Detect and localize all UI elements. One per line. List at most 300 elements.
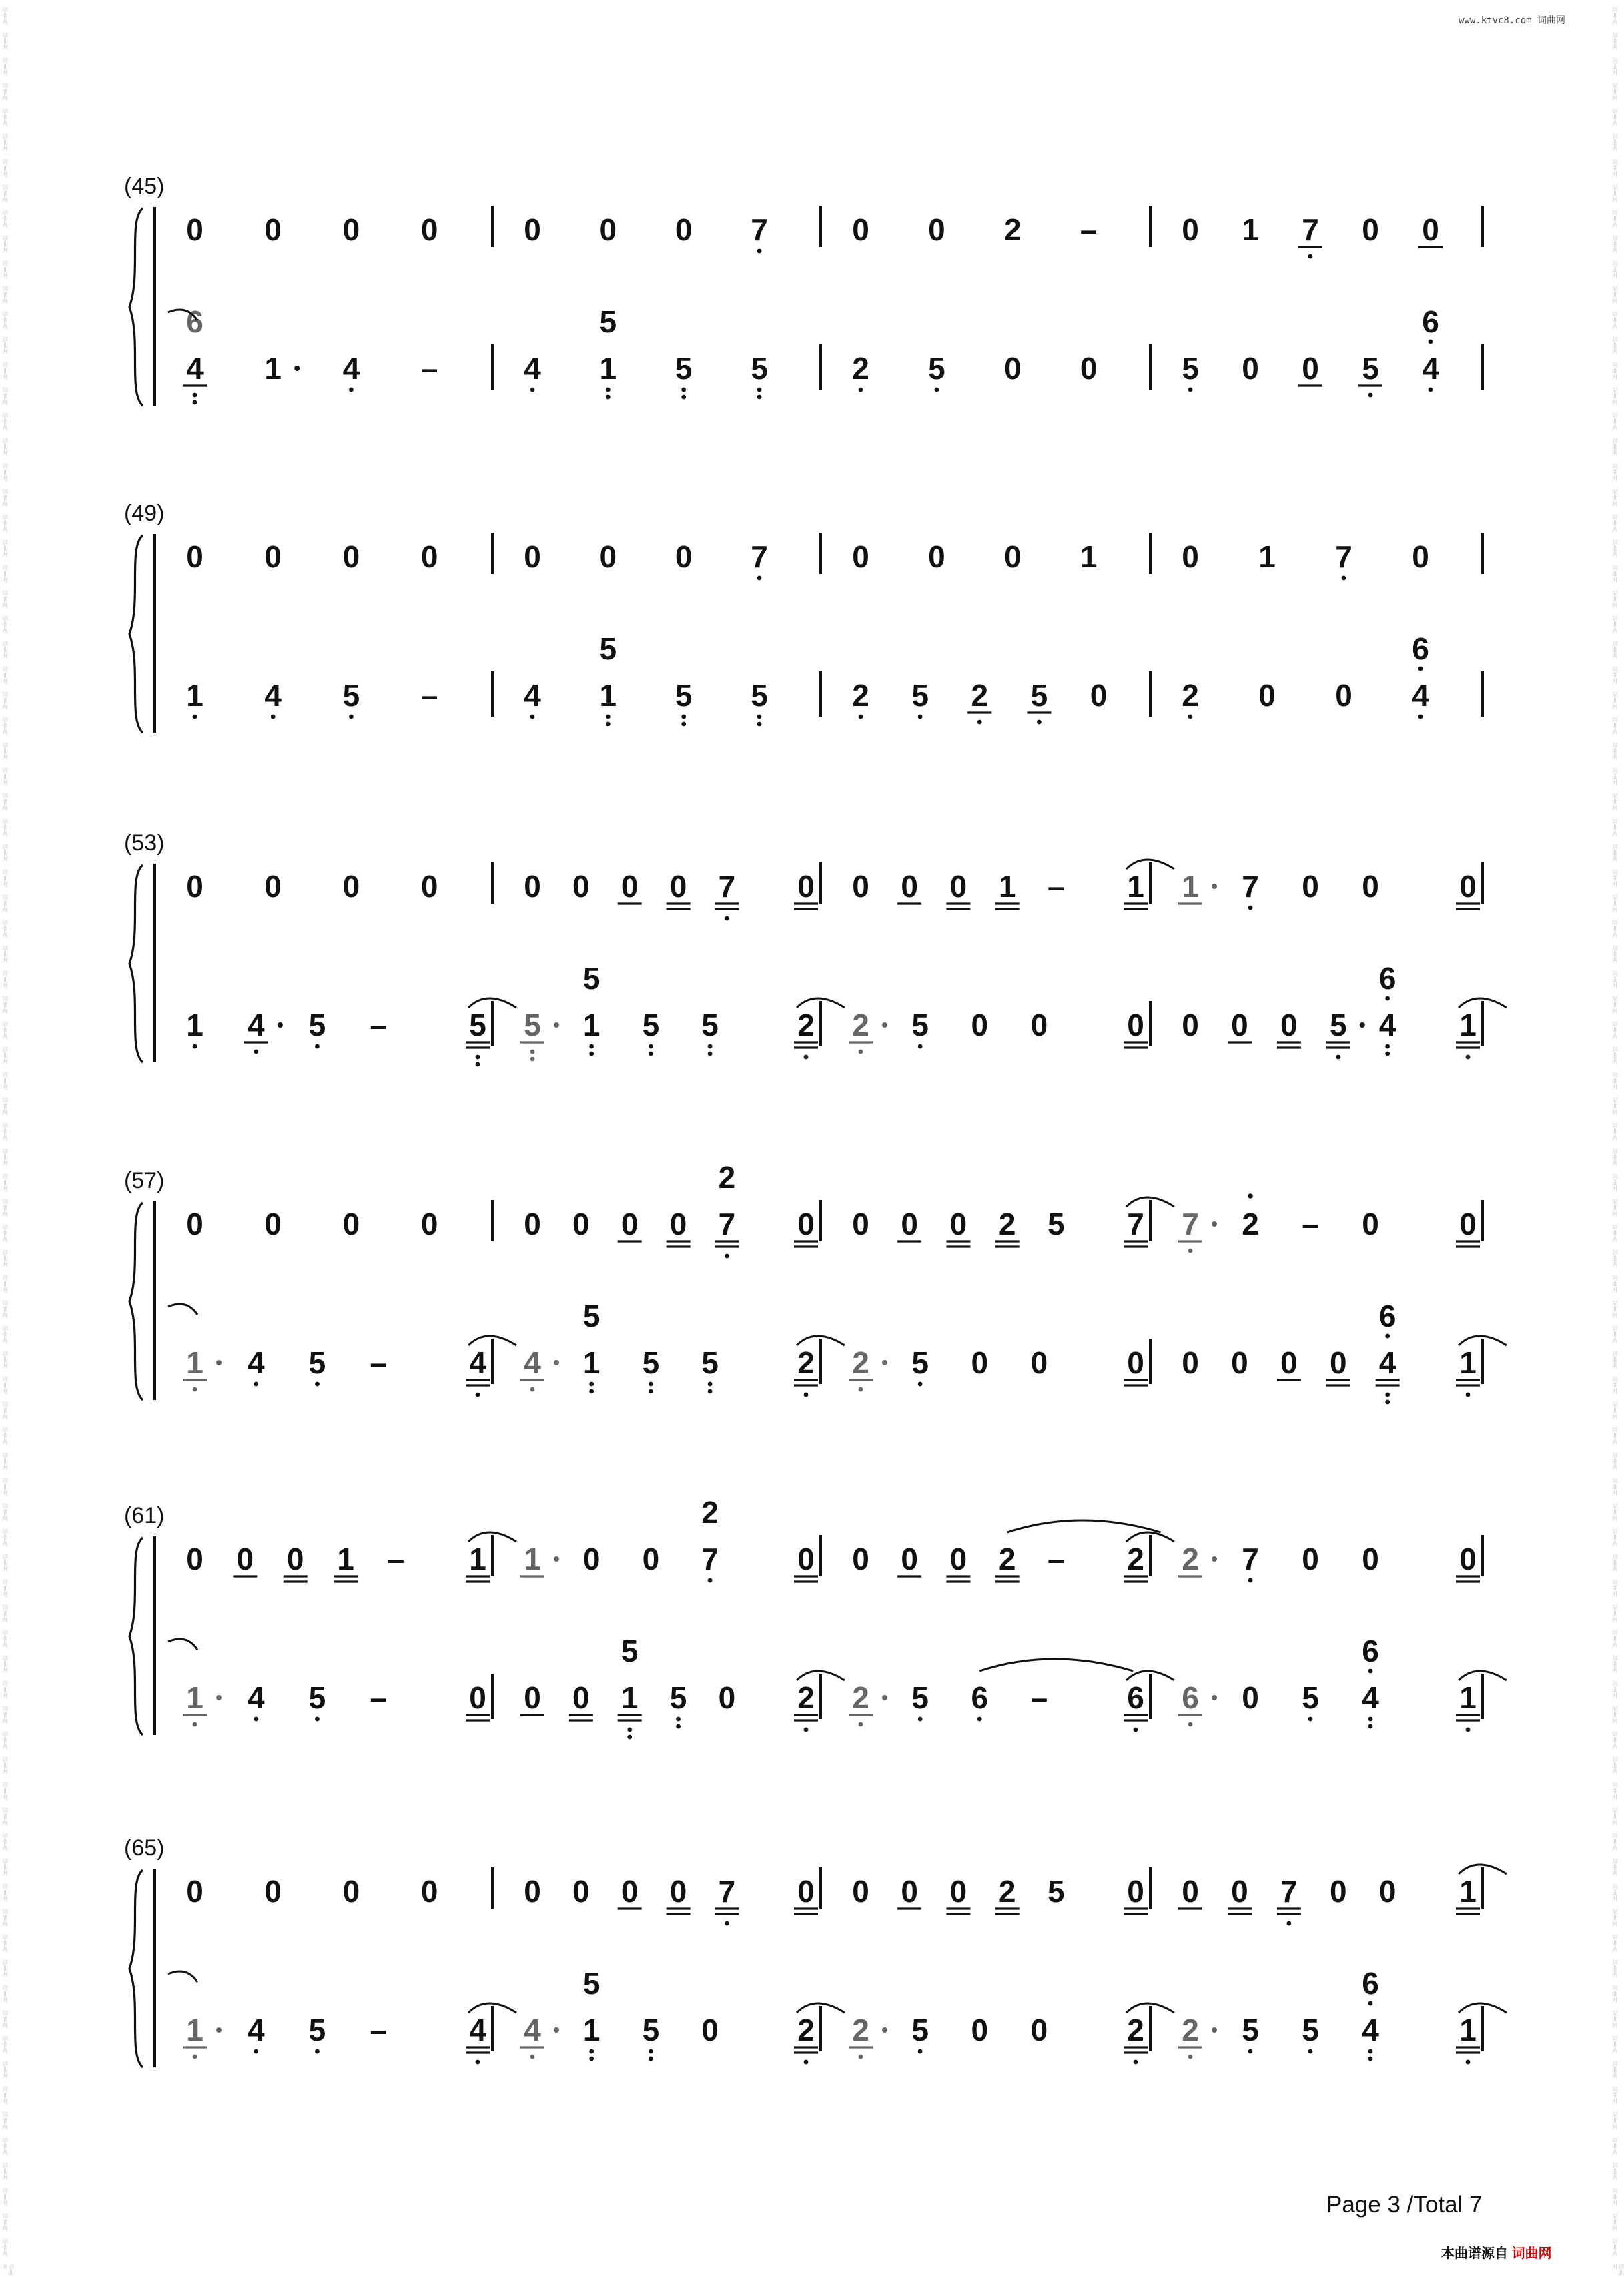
watermark-right: 词曲网 (1611, 2086, 1618, 2104)
lower-note: 5 (751, 351, 768, 386)
upper-note: 0 (797, 869, 815, 904)
upper-note: 1 (1080, 539, 1098, 574)
upper-note: 1 (1459, 1874, 1477, 1909)
lower-low-octave-dot (918, 1382, 923, 1387)
lower-note: 1 (582, 1345, 600, 1380)
lower-note: 0 (1258, 678, 1276, 713)
lower-low-octave-dot (1336, 1055, 1340, 1060)
upper-note: 7 (718, 869, 736, 904)
lower-note: 1 (621, 1680, 639, 1715)
upper-note: 0 (524, 1207, 541, 1241)
watermark-right: 词曲网 (1611, 514, 1618, 532)
lower-chord-low-dot (1368, 2001, 1373, 2006)
upper-note: 0 (949, 1207, 967, 1241)
upper-note: 0 (599, 212, 617, 247)
watermark-left: 词曲网 (1, 260, 8, 278)
upper-note: 7 (1242, 1542, 1259, 1576)
lower-tie-in (168, 1639, 197, 1650)
system-label: (61) (124, 1503, 165, 1528)
lower-augmentation-dot (882, 2027, 887, 2033)
lower-low-octave-dot (649, 1382, 653, 1387)
watermark-right: 词曲网 (1611, 463, 1618, 481)
watermark-right: 词曲网 (1611, 2010, 1618, 2028)
lower-note: – (420, 351, 438, 386)
watermark-right: 词曲网 (1611, 1097, 1618, 1115)
lower-chord-low-dot (1429, 340, 1433, 344)
lower-note: 0 (1090, 678, 1108, 713)
upper-note: 0 (621, 1207, 639, 1241)
upper-note: 0 (264, 212, 282, 247)
upper-note: 0 (572, 869, 590, 904)
lower-low-octave-dot (254, 1717, 258, 1722)
lower-low-octave-dot (1466, 1393, 1471, 1397)
watermark-right: 词曲网 (1611, 691, 1618, 709)
upper-note: 0 (949, 1542, 967, 1576)
watermark-right: 词曲网 (1611, 767, 1618, 785)
lower-note: 0 (718, 1680, 736, 1715)
footer-source-label: 本曲谱源自 (1441, 2246, 1508, 2261)
lower-low-octave-dot (1188, 715, 1193, 719)
watermark-left: 词曲网 (1, 1554, 8, 1572)
lower-note: 1 (186, 1008, 204, 1042)
lower-note: 4 (247, 1680, 265, 1715)
upper-note: 1 (998, 869, 1016, 904)
lower-note: 0 (1030, 1345, 1048, 1380)
lower-note: 5 (308, 1345, 326, 1380)
watermark-right: 词曲网 (1611, 1452, 1618, 1470)
lower-note: 0 (1242, 1680, 1259, 1715)
lower-low-octave-dot (1385, 1400, 1390, 1405)
watermark-right: 词曲网 (1611, 894, 1618, 912)
lower-note: 5 (1302, 1680, 1319, 1715)
system-brace (129, 1203, 143, 1400)
upper-note: 0 (852, 539, 869, 574)
lower-low-octave-dot (193, 1722, 197, 1727)
watermark-right: 词曲网 (1611, 235, 1618, 253)
upper-note: 0 (186, 869, 204, 904)
lower-note: 2 (852, 351, 869, 386)
upper-chord-note: 2 (718, 1160, 736, 1195)
lower-slur (979, 1659, 1133, 1671)
upper-note: 0 (1412, 539, 1429, 574)
lower-note: 1 (264, 351, 282, 386)
upper-note: 0 (524, 869, 541, 904)
watermark-left: 词曲网 (1, 615, 8, 633)
lower-low-octave-dot (476, 1062, 480, 1067)
lower-low-octave-dot (1188, 388, 1193, 392)
lower-note: 2 (1182, 678, 1199, 713)
lower-note: 4 (247, 2013, 265, 2047)
lower-note: 1 (186, 2013, 204, 2047)
watermark-left: 词曲网 (1, 1148, 8, 1166)
watermark-right: 词曲网 (1611, 565, 1618, 583)
watermark-left: 词曲网 (1, 1072, 8, 1090)
lower-low-octave-dot (918, 1717, 923, 1722)
lower-low-octave-dot (606, 722, 611, 727)
system-brace (129, 1538, 143, 1735)
watermark-left: 词曲网 (1, 2035, 8, 2053)
watermark-left: 词曲网 (1, 362, 8, 380)
watermark-right: 词曲网 (1611, 793, 1618, 811)
watermark-right: 词曲网 (1611, 2264, 1624, 2276)
footer-source (1441, 2242, 1552, 2262)
watermark-left: 词曲网 (1, 1807, 8, 1825)
watermark-right: 词曲网 (1611, 1401, 1618, 1419)
lower-note: 5 (911, 678, 929, 713)
lower-augmentation-dot (1212, 1695, 1217, 1700)
watermark-right: 词曲网 (1611, 1503, 1618, 1521)
watermark-left: 词曲网 (1, 1427, 8, 1445)
lower-note: 0 (971, 1008, 989, 1042)
lower-note: 0 (1335, 678, 1352, 713)
lower-low-octave-dot (757, 395, 762, 400)
watermark-right: 词曲网 (1611, 2035, 1618, 2053)
watermark-left: 词曲网 (1, 489, 8, 507)
lower-low-octave-dot (1134, 1728, 1138, 1732)
upper-note: 1 (524, 1542, 541, 1576)
watermark-right: 词曲网 (1611, 1680, 1618, 1698)
upper-note: 0 (342, 212, 360, 247)
watermark-left: 词曲网 (1, 1275, 8, 1293)
watermark-left: 词曲网 (1, 1351, 8, 1369)
watermark-left: 词曲网 (1, 412, 8, 430)
lower-note: 5 (675, 351, 693, 386)
lower-note: 1 (582, 1008, 600, 1042)
watermark-right: 词曲网 (1611, 1148, 1618, 1166)
lower-low-octave-dot (254, 1382, 258, 1387)
upper-low-octave-dot (725, 916, 729, 921)
watermark-left: 词曲网 (1, 2162, 8, 2180)
lower-augmentation-dot (554, 1022, 559, 1028)
upper-note: 0 (642, 1542, 660, 1576)
lower-note: 1 (1459, 1680, 1477, 1715)
watermark-right: 词曲网 (1611, 641, 1618, 659)
lower-augmentation-dot (216, 1360, 222, 1365)
upper-note: 0 (949, 1874, 967, 1909)
upper-note: 1 (1242, 212, 1259, 247)
system-label: (49) (124, 501, 165, 526)
upper-low-octave-dot (708, 1578, 713, 1583)
watermark-right: 词曲网 (1611, 1427, 1618, 1445)
watermark-right: 词曲网 (1611, 920, 1618, 938)
lower-note: 4 (247, 1008, 265, 1042)
lower-note: 4 (524, 678, 541, 713)
lower-note: 0 (1302, 351, 1319, 386)
lower-augmentation-dot (1212, 2027, 1217, 2033)
lower-note: 6 (1182, 1680, 1199, 1715)
upper-note: 2 (998, 1542, 1016, 1576)
lower-chord-note: 6 (1378, 961, 1396, 996)
lower-low-octave-dot (530, 1057, 535, 1062)
lower-low-octave-dot (315, 1044, 320, 1049)
lower-note: 4 (1362, 2013, 1379, 2047)
lower-augmentation-dot (278, 1022, 283, 1028)
watermark-right: 词曲网 (1611, 2188, 1618, 2206)
upper-note: 2 (1127, 1542, 1144, 1576)
watermark-right: 词曲网 (1611, 1579, 1618, 1597)
lower-note: 2 (852, 1680, 869, 1715)
lower-low-octave-dot (530, 1050, 535, 1054)
watermark-right: 词曲网 (1611, 1604, 1618, 1622)
upper-note: 0 (420, 212, 438, 247)
lower-low-octave-dot (193, 393, 197, 398)
lower-low-octave-dot (1466, 1728, 1471, 1732)
lower-low-octave-dot (254, 2049, 258, 2054)
lower-note: 4 (1422, 351, 1439, 386)
lower-low-octave-dot (315, 2049, 320, 2054)
lower-low-octave-dot (193, 1387, 197, 1392)
upper-augmentation-dot (1212, 884, 1217, 889)
watermark-left: 词曲网 (1, 2264, 14, 2276)
watermark-left: 词曲网 (1, 1528, 8, 1546)
watermark-right: 词曲网 (1611, 210, 1618, 228)
lower-note: 0 (1280, 1345, 1298, 1380)
lower-low-octave-dot (476, 1055, 480, 1060)
watermark-left: 词曲网 (1, 1478, 8, 1496)
watermark-right: 词曲网 (1611, 1731, 1618, 1749)
upper-augmentation-dot (1212, 1556, 1217, 1562)
watermark-right: 词曲网 (1611, 159, 1618, 177)
lower-note: 2 (852, 1008, 869, 1042)
watermark-right: 词曲网 (1611, 1833, 1618, 1851)
lower-low-octave-dot (193, 400, 197, 405)
lower-augmentation-dot (216, 2027, 222, 2033)
upper-note: 0 (1182, 1874, 1199, 1909)
lower-low-octave-dot (589, 1382, 594, 1387)
upper-note: 0 (186, 212, 204, 247)
upper-note: 0 (524, 1874, 541, 1909)
watermark-left: 词曲网 (1, 1909, 8, 1927)
lower-note: 1 (1459, 1008, 1477, 1042)
lower-low-octave-dot (1466, 2060, 1471, 2065)
watermark-left: 词曲网 (1, 1249, 8, 1267)
lower-note: 5 (308, 1680, 326, 1715)
upper-note: 0 (1302, 1542, 1319, 1576)
page-indicator: Page 3 /Total 7 (1326, 2192, 1483, 2218)
lower-low-octave-dot (315, 1717, 320, 1722)
watermark-right: 词曲网 (1611, 108, 1618, 126)
watermark-left: 词曲网 (1, 2086, 8, 2104)
upper-note: 0 (186, 1542, 204, 1576)
upper-note: 0 (342, 1874, 360, 1909)
watermark-left: 词曲网 (1, 2137, 8, 2155)
lower-note: 5 (1362, 351, 1379, 386)
lower-note: 5 (911, 1008, 929, 1042)
upper-note: 1 (1182, 869, 1199, 904)
upper-note: 0 (621, 1874, 639, 1909)
watermark-right: 词曲网 (1611, 945, 1618, 963)
lower-note: 0 (469, 1680, 486, 1715)
lower-low-octave-dot (859, 1722, 863, 1727)
lower-low-octave-dot (676, 1717, 681, 1722)
watermark-right: 词曲网 (1611, 260, 1618, 278)
lower-low-octave-dot (804, 1055, 809, 1060)
upper-note: 0 (901, 1542, 919, 1576)
lower-low-octave-dot (606, 395, 611, 400)
upper-note: 0 (186, 1207, 204, 1241)
lower-low-octave-dot (1418, 715, 1423, 719)
watermark-left: 词曲网 (1, 1756, 8, 1774)
upper-note: 7 (1280, 1874, 1298, 1909)
watermark-left: 词曲网 (1, 1680, 8, 1698)
lower-note: 0 (524, 1680, 541, 1715)
watermark-left: 词曲网 (1, 1300, 8, 1318)
watermark-left: 词曲网 (1, 2188, 8, 2206)
upper-note: 0 (1459, 1542, 1477, 1576)
lower-low-octave-dot (757, 388, 762, 392)
lower-low-octave-dot (1385, 1052, 1390, 1056)
lower-low-octave-dot (1385, 1044, 1390, 1049)
lower-chord-note: 6 (186, 304, 204, 339)
lower-note: 1 (186, 1345, 204, 1380)
lower-note: 5 (1302, 2013, 1319, 2047)
upper-slur (1007, 1520, 1161, 1532)
watermark-right: 词曲网 (1611, 590, 1618, 608)
upper-low-octave-dot (1342, 576, 1346, 581)
watermark-left: 词曲网 (1, 184, 8, 202)
watermark-right: 词曲网 (1611, 1985, 1618, 2003)
lower-low-octave-dot (859, 388, 863, 392)
lower-note: 5 (642, 1008, 660, 1042)
upper-note: 0 (852, 1207, 869, 1241)
lower-chord-note: 5 (599, 631, 617, 666)
lower-note: 4 (524, 1345, 541, 1380)
system-brace (129, 865, 143, 1062)
upper-note: 0 (524, 539, 541, 574)
upper-note: 0 (342, 869, 360, 904)
upper-note: 0 (852, 212, 869, 247)
watermark-left: 词曲网 (1, 2061, 8, 2079)
upper-note: 0 (264, 1207, 282, 1241)
watermark-right: 词曲网 (1611, 742, 1618, 760)
watermark-right: 词曲网 (1611, 1173, 1618, 1191)
watermark-right: 词曲网 (1611, 2238, 1618, 2256)
lower-low-octave-dot (1368, 2057, 1373, 2061)
lower-low-octave-dot (627, 1728, 632, 1732)
system-brace (129, 208, 143, 406)
watermark-right: 词曲网 (1611, 489, 1618, 507)
lower-note: 5 (751, 678, 768, 713)
lower-note: 0 (701, 2013, 719, 2047)
lower-note: 1 (1459, 2013, 1477, 2047)
lower-low-octave-dot (649, 1389, 653, 1394)
watermark-left: 词曲网 (1, 539, 8, 557)
upper-note: 0 (186, 539, 204, 574)
site-header: www.ktvc8.com 词曲网 (1459, 15, 1566, 26)
upper-note: 1 (1258, 539, 1276, 574)
upper-note: 2 (998, 1207, 1016, 1241)
lower-note: 4 (1412, 678, 1429, 713)
upper-augmentation-dot (554, 1556, 559, 1562)
upper-note: 2 (1182, 1542, 1199, 1576)
lower-note: 0 (1127, 1345, 1144, 1380)
upper-note: 0 (599, 539, 617, 574)
watermark-right: 词曲网 (1611, 7, 1618, 25)
lower-low-octave-dot (977, 720, 982, 725)
upper-note: – (1048, 1542, 1065, 1576)
upper-note: 7 (751, 212, 768, 247)
lower-chord-low-dot (1368, 1669, 1373, 1674)
upper-note: 0 (264, 539, 282, 574)
lower-note: 2 (797, 2013, 815, 2047)
upper-note: 0 (572, 1207, 590, 1241)
upper-low-octave-dot (1248, 906, 1253, 910)
upper-chord-note: 2 (701, 1495, 719, 1530)
watermark-left: 词曲网 (1, 1046, 8, 1064)
watermark-right: 词曲网 (1611, 1782, 1618, 1800)
lower-augmentation-dot (882, 1360, 887, 1365)
lower-note: 5 (469, 1008, 486, 1042)
lower-tie-in (168, 1304, 197, 1315)
watermark-left: 词曲网 (1, 1224, 8, 1242)
watermark-right: 词曲网 (1611, 1655, 1618, 1673)
lower-chord-low-dot (1418, 667, 1423, 671)
upper-note: 0 (1378, 1874, 1396, 1909)
watermark-left: 词曲网 (1, 590, 8, 608)
watermark-right: 词曲网 (1611, 1858, 1618, 1876)
lower-low-octave-dot (589, 1044, 594, 1049)
lower-chord-low-dot (1385, 996, 1390, 1001)
watermark-left: 词曲网 (1, 387, 8, 405)
lower-note: 5 (928, 351, 945, 386)
lower-note: 5 (675, 678, 693, 713)
upper-note: 0 (1127, 1874, 1144, 1909)
lower-low-octave-dot (649, 2057, 653, 2061)
lower-note: – (370, 2013, 388, 2047)
watermark-left: 词曲网 (1, 108, 8, 126)
watermark-left: 词曲网 (1, 1097, 8, 1115)
upper-note: 0 (797, 1874, 815, 1909)
watermark-right: 词曲网 (1611, 1275, 1618, 1293)
lower-low-octave-dot (1368, 393, 1373, 398)
lower-low-octave-dot (530, 715, 535, 719)
lower-low-octave-dot (757, 715, 762, 719)
watermark-left: 词曲网 (1, 2010, 8, 2028)
upper-note: 0 (420, 1874, 438, 1909)
watermark-left: 词曲网 (1, 1122, 8, 1141)
watermark-right: 词曲网 (1611, 2061, 1618, 2079)
lower-note: 1 (582, 2013, 600, 2047)
watermark-left: 词曲网 (1, 1833, 8, 1851)
lower-note: – (370, 1008, 388, 1042)
watermark-right: 词曲网 (1611, 1046, 1618, 1064)
lower-chord-note: 5 (599, 304, 617, 339)
lower-low-octave-dot (1429, 388, 1433, 392)
watermark-right: 词曲网 (1611, 539, 1618, 557)
watermark-left: 词曲网 (1, 869, 8, 887)
watermark-left: 词曲网 (1, 2238, 8, 2256)
upper-note: 0 (1302, 869, 1319, 904)
upper-note: 0 (582, 1542, 600, 1576)
watermark-right: 词曲网 (1611, 336, 1618, 354)
lower-note: 2 (852, 678, 869, 713)
lower-low-octave-dot (1368, 1717, 1373, 1722)
watermark-left: 词曲网 (1, 210, 8, 228)
lower-note: 4 (524, 2013, 541, 2047)
lower-note: 4 (469, 1345, 486, 1380)
lower-low-octave-dot (589, 1389, 594, 1394)
upper-note: 0 (236, 1542, 254, 1576)
lower-chord-low-dot (1385, 1334, 1390, 1339)
upper-note: 7 (751, 539, 768, 574)
watermark-right: 词曲网 (1611, 387, 1618, 405)
lower-tie-in (168, 1971, 197, 1982)
watermark-right: 词曲网 (1611, 1300, 1618, 1318)
lower-augmentation-dot (882, 1695, 887, 1700)
lower-low-octave-dot (1308, 2049, 1313, 2054)
upper-note: 5 (1048, 1874, 1065, 1909)
upper-note: 0 (420, 1207, 438, 1241)
